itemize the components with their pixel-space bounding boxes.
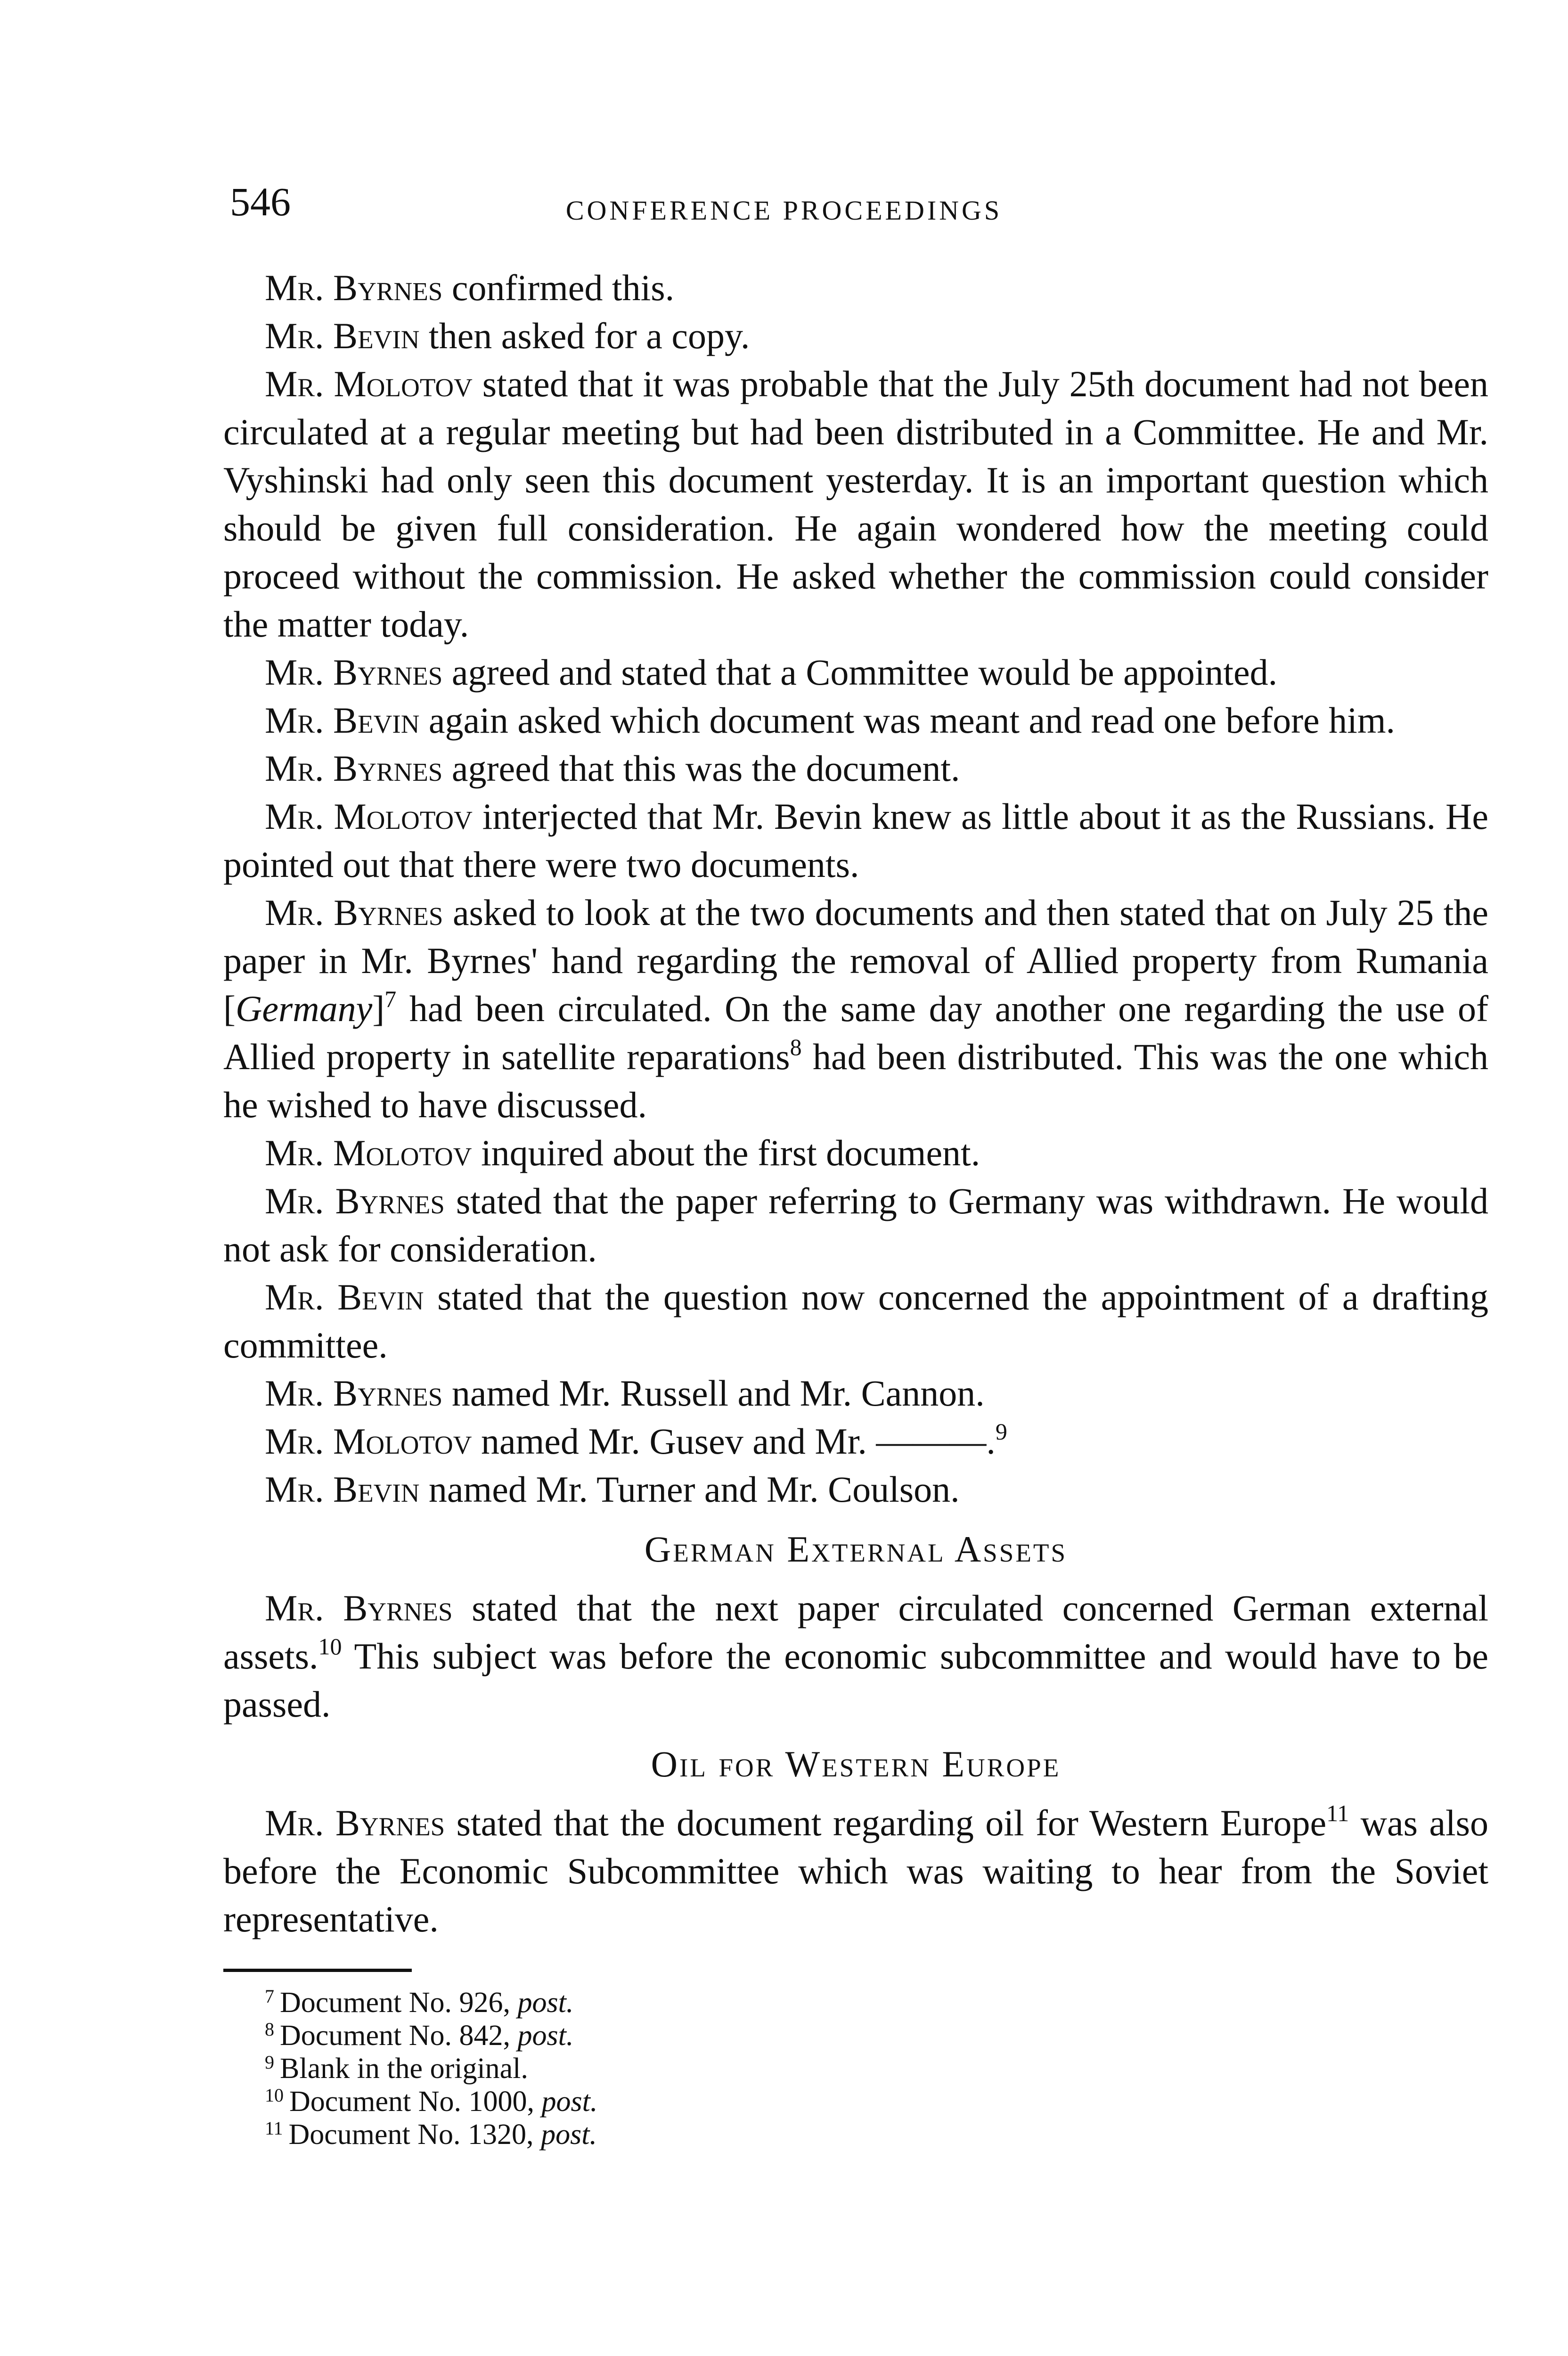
paragraph [223, 1369, 1488, 1417]
speaker-name: Mr. Molotov [265, 363, 473, 404]
footnote-number: 7 [265, 1986, 274, 2007]
paragraph-text: stated that the question now concerned the appointment of a drafting committee. [223, 1276, 1489, 1366]
paragraph [223, 1584, 1488, 1728]
paragraph-text: inquired about the first document. [472, 1132, 980, 1173]
paragraph-text: again asked which document was meant and read one before him. [419, 700, 1396, 741]
speaker-name: Mr. Bevin [265, 315, 420, 356]
paragraph-text: named Mr. Turner and Mr. Coulson. [419, 1469, 960, 1510]
paragraph [223, 648, 1488, 696]
speaker-name: Mr. Molotov [265, 1132, 472, 1173]
paragraph-text: had been circulated. On the same day another one regarding the use of Allied property in satellite reparations [223, 988, 1488, 1077]
footnote-reference: 9 [995, 1418, 1007, 1445]
footnote [223, 1986, 1488, 2019]
footnote [223, 2118, 1488, 2151]
speaker-name: Mr. Byrnes [265, 892, 443, 933]
speaker-name: Mr. Byrnes [265, 1373, 443, 1414]
paragraph [223, 696, 1488, 744]
speaker-name: Mr. Byrnes [265, 652, 443, 693]
footnote-reference: 10 [318, 1633, 342, 1660]
paragraph [223, 1129, 1488, 1177]
footnotes [223, 1986, 1488, 2151]
paragraph-text: asked to look at the two documents and then stated that on July 25 the paper in Mr. Byrnes' hand regarding the removal of Allied property from Rumania [ [223, 892, 1488, 1029]
paragraph [223, 1417, 1488, 1465]
footnote-text: Document No. 842, [280, 2020, 518, 2052]
paragraph-text: ] [372, 988, 385, 1029]
page-body [223, 264, 1488, 2151]
paragraph [223, 793, 1488, 889]
footnote-number: 8 [265, 2019, 274, 2040]
footnote [223, 2085, 1488, 2118]
footnote [223, 2019, 1488, 2052]
paragraph-text: was also before the Economic Subcommittee which was waiting to hear from the Soviet representative. [223, 1802, 1489, 1939]
italic-insertion: Germany [235, 988, 373, 1029]
paragraph [223, 264, 1488, 312]
footnote-reference: 11 [1326, 1800, 1349, 1826]
section-heading: German External Assets [644, 1529, 1068, 1570]
paragraph [223, 1465, 1488, 1513]
footnote-number: 11 [265, 2118, 283, 2139]
footnote-reference: 7 [384, 986, 397, 1012]
footnote-number: 10 [265, 2085, 284, 2106]
paragraph [223, 1799, 1488, 1943]
paragraph [223, 889, 1488, 1129]
speaker-name: Mr. Bevin [265, 1469, 420, 1510]
footnote-number: 9 [265, 2052, 274, 2073]
footnote [223, 2052, 1488, 2085]
footnote-text: Document No. 1000, [289, 2086, 542, 2118]
paragraph [223, 1177, 1488, 1273]
page-header [0, 0, 1568, 245]
paragraph-text: stated that it was probable that the July 25th document had not been circulated at a regular meeting but had been distributed in a Committee. He and Mr. Vyshinski had only seen this document yesterday. It is an important question which should be given full consideration. He again wondered how the meeting could proceed without the commission. He asked whether the commission could consider the matter today. [223, 363, 1488, 645]
speaker-name: Mr. Byrnes [265, 1587, 453, 1628]
footnote-ref: post. [517, 2020, 574, 2052]
speaker-name: Mr. Molotov [265, 796, 473, 837]
speaker-name: Mr. Bevin [265, 1276, 424, 1317]
paragraph-text: named Mr. Gusev and Mr. ———. [472, 1421, 996, 1462]
footnote-ref: post. [517, 1987, 574, 2019]
footnote-text: Blank in the original. [280, 2053, 528, 2085]
speaker-name: Mr. Byrnes [265, 267, 443, 308]
footnote-ref: post. [541, 2086, 598, 2118]
footnote-text: Document No. 926, [280, 1987, 518, 2019]
paragraph-text: had been distributed. This was the one which he wished to have discussed. [223, 1036, 1489, 1125]
footnote-ref: post. [541, 2119, 597, 2151]
paragraph [223, 312, 1488, 360]
paragraph-text: stated that the next paper circulated concerned German external assets. [223, 1587, 1489, 1677]
paragraph [223, 744, 1488, 793]
footnote-divider [223, 1969, 412, 1972]
paragraph-text: stated that the document regarding oil for Western Europe [445, 1802, 1327, 1843]
page-number: 546 [230, 179, 291, 224]
paragraph-text: then asked for a copy. [419, 315, 750, 356]
speaker-name: Mr. Byrnes [265, 1802, 445, 1843]
paragraph-text: named Mr. Russell and Mr. Cannon. [442, 1373, 985, 1414]
paragraph-text: confirmed this. [442, 267, 675, 308]
section-heading: Oil for Western Europe [651, 1743, 1061, 1784]
footnote-reference: 8 [790, 1034, 802, 1060]
paragraph-text: agreed that this was the document. [442, 748, 960, 789]
paragraph [223, 1273, 1488, 1369]
paragraph-text: agreed and stated that a Committee would be appointed. [442, 652, 1278, 693]
speaker-name: Mr. Byrnes [265, 748, 443, 789]
speaker-name: Mr. Byrnes [265, 1180, 445, 1221]
paragraph-text: This subject was before the economic subcommittee and would have to be passed. [223, 1636, 1488, 1725]
speaker-name: Mr. Molotov [265, 1421, 472, 1462]
paragraph-text: stated that the paper referring to Germany was withdrawn. He would not ask for consideration. [223, 1180, 1489, 1269]
paragraph-text: interjected that Mr. Bevin knew as little about it as the Russians. He pointed out that there were two documents. [223, 796, 1488, 885]
paragraph [223, 360, 1488, 648]
running-head: CONFERENCE PROCEEDINGS [565, 195, 1003, 226]
footnote-text: Document No. 1320, [288, 2119, 541, 2151]
speaker-name: Mr. Bevin [265, 700, 420, 741]
